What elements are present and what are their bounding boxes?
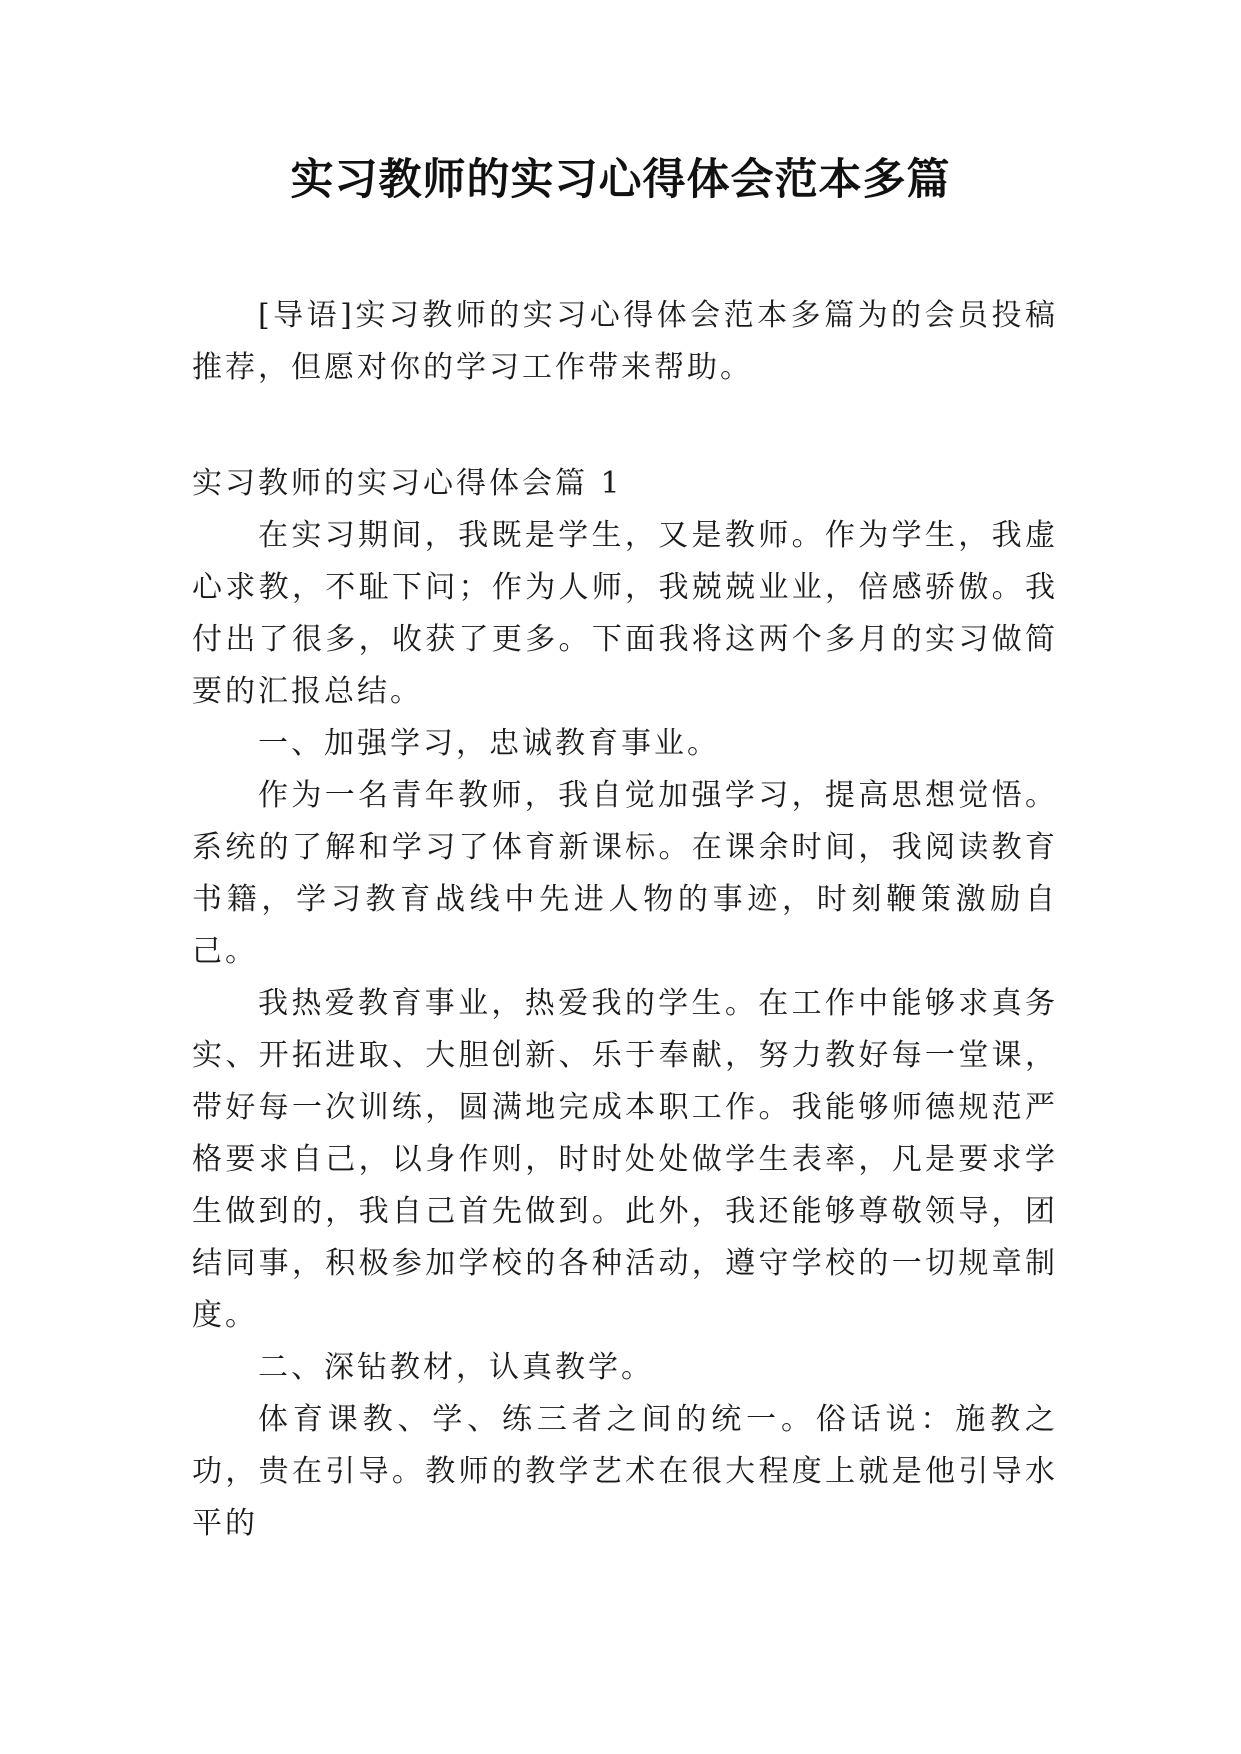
body-paragraph: 作为一名青年教师，我自觉加强学习，提高思想觉悟。系统的了解和学习了体育新课标。在课余时间，我阅读教育书籍，学习教育战线中先进人物的事迹，时刻鞭策激励自己。 bbox=[192, 778, 1058, 969]
document-body bbox=[192, 290, 1058, 1550]
document-title: 实习教师的实习心得体会范本多篇 bbox=[290, 155, 951, 205]
intro-paragraph: [导语]实习教师的实习心得体会范本多篇为的会员投稿推荐，但愿对你的学习工作带来帮助。 bbox=[192, 298, 1058, 385]
body-paragraph: 我热爱教育事业，热爱我的学生。在工作中能够求真务实、开拓进取、大胆创新、乐于奉献，努力教好每一堂课，带好每一次训练，圆满地完成本职工作。我能够师德规范严格要求自己，以身作则，时时处处做学生表率，凡是要求学生做到的，我自己首先做到。此外，我还能够尊敬领导，团结同事，积极参加学校的各种活动，遵守学校的一切规章制度。 bbox=[192, 986, 1058, 1333]
body-paragraph: 在实习期间，我既是学生，又是教师。作为学生，我虚心求教，不耻下问；作为人师，我兢兢业业，倍感骄傲。我付出了很多，收获了更多。下面我将这两个多月的实习做简要的汇报总结。 bbox=[192, 518, 1058, 709]
subheading-paragraph: 一、加强学习，忠诚教育事业。 bbox=[258, 726, 720, 761]
section-heading: 实习教师的实习心得体会篇 1 bbox=[192, 466, 623, 501]
body-paragraph: 体育课教、学、练三者之间的统一。俗话说：施教之功，贵在引导。教师的教学艺术在很大程度上就是他引导水平的 bbox=[192, 1402, 1058, 1541]
section-spacer bbox=[192, 394, 1058, 458]
subheading-paragraph: 二、深钻教材，认真教学。 bbox=[258, 1350, 654, 1385]
